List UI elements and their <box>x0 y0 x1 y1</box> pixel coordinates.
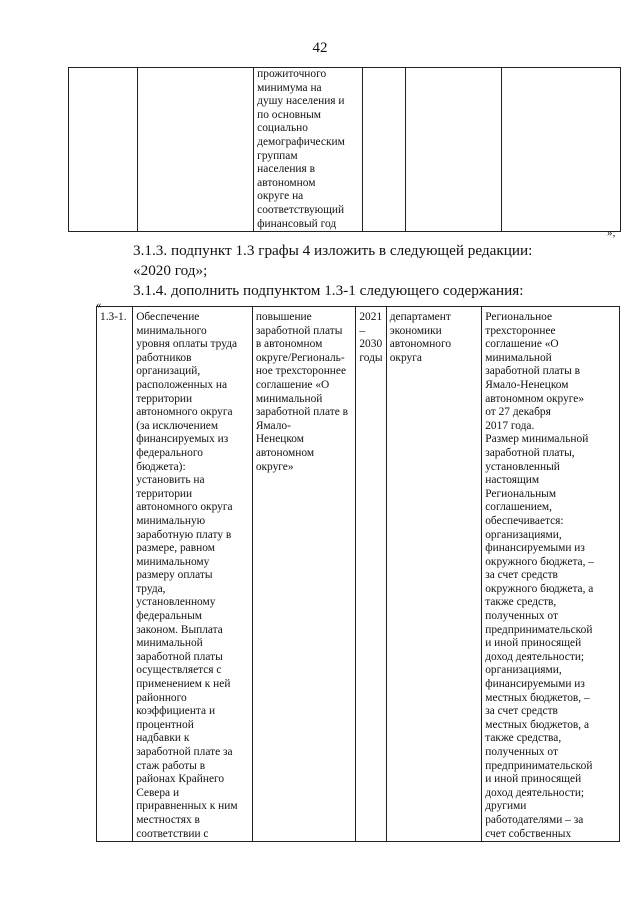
executor-cell: департамент экономики автономного округа <box>386 307 482 842</box>
measure-cell: Обеспечение минимального уровня оплаты труда работников организаций, расположенных на территории автономного округа (за исключением финансируемых из федерального бюджета): установить на территории автономного округа минимальную заработную плату в размере, равном минимальному размеру оплаты труда, установленному федеральным законом. Выплата минимальной заработной платы осуществляется с применением к ней районного коэффициента и процентной надбавки к заработной плате за стаж работы в районах Крайнего Севера и приравненных к ним местностях в соответствии с <box>133 307 253 842</box>
opening-quote: « <box>96 299 102 311</box>
table-cell <box>363 68 406 232</box>
table-row <box>69 68 621 232</box>
continuation-table <box>68 67 621 232</box>
table-cell <box>69 68 138 232</box>
measures-table <box>96 306 620 842</box>
table-cell <box>502 68 621 232</box>
term-cell: 2021 – 2030 годы <box>356 307 386 842</box>
paragraph-3-1-3: 3.1.3. подпункт 1.3 графы 4 изложить в следующей редакции: <box>133 242 533 259</box>
closing-quote: »; <box>607 227 616 239</box>
table-cell <box>405 68 502 232</box>
paragraph-3-1-4: 3.1.4. дополнить подпунктом 1.3-1 следующего содержания: <box>133 282 524 299</box>
paragraph-2020: «2020 год»; <box>133 262 208 279</box>
table-cell: прожиточного минимума на душу населения и по основным социально демографическим группам населения в автономном округе на соответствующий финансовый год <box>254 68 363 232</box>
page-number: 42 <box>312 40 328 56</box>
table-cell <box>137 68 253 232</box>
table-row <box>97 307 620 842</box>
row-number: 1.3-1. <box>97 307 133 842</box>
result-cell: повышение заработной платы в автономном округе/Региональ- ное трехстороннее соглашение «О минимальной заработной плате в Ямало- Ненецком автономном округе» <box>252 307 356 842</box>
notes-cell: Региональное трехстороннее соглашение «О минимальной заработной платы в Ямало-Ненецком автономном округе» от 27 декабря 2017 года. Размер минимальной заработной платы, установленный настоящим Региональным соглашением, обеспечивается: организациями, финансируемыми из окружного бюджета, – за счет средств окружного бюджета, а также средств, полученных от предпринимательской и иной приносящей доход деятельности; организациями, финансируемыми из местных бюджетов, – за счет средств местных бюджетов, а также средства, полученных от предпринимательской и иной приносящей доход деятельности; другими работодателями – за счет собственных <box>482 307 620 842</box>
